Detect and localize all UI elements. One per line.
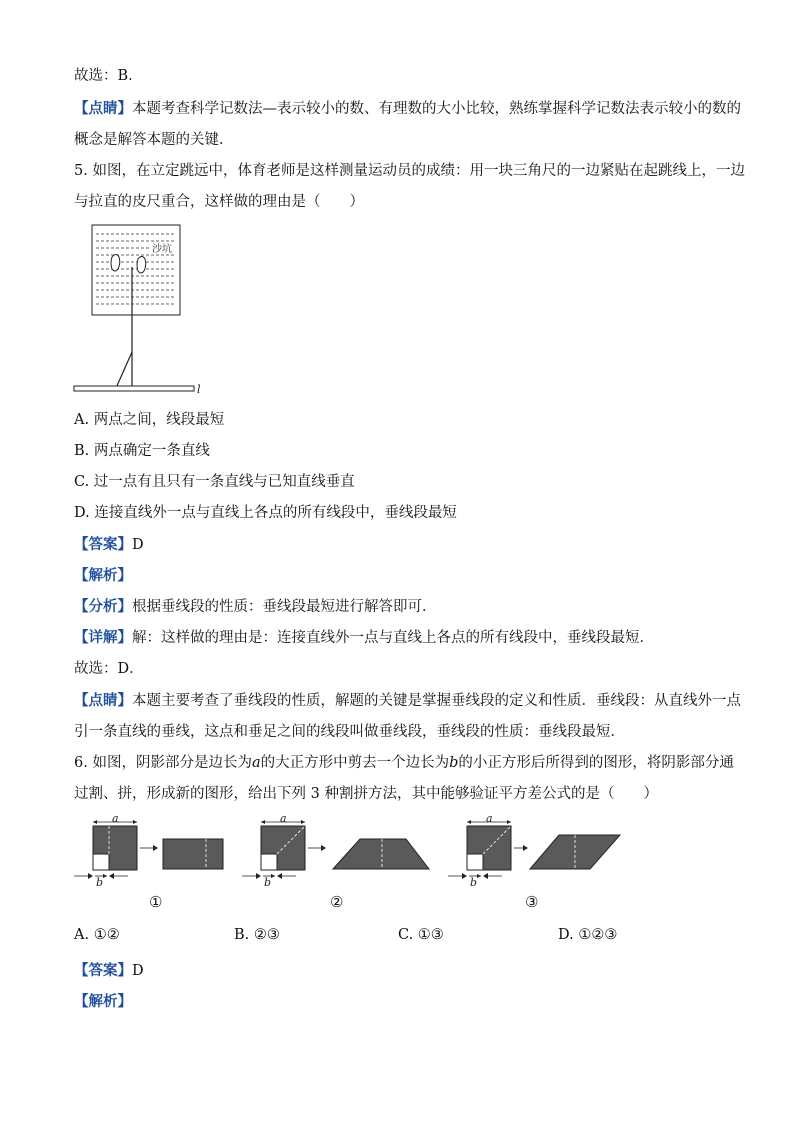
analysis-xiangjie [74, 628, 654, 648]
figure-label-1: ① [149, 893, 163, 911]
question-5-stem: 与拉直的皮尺重合，这样做的理由是（ ） [74, 194, 364, 210]
side-a-label: a [112, 812, 119, 825]
answer-tag: 【答案】 [74, 962, 132, 979]
sand-pit-label: 沙坑 [152, 244, 172, 255]
xiangjie-text: 解：这样做的理由是：连接直线外一点与直线上各点的所有线段中，垂线段最短． [132, 630, 654, 646]
option-a[interactable]: A. 两点之间，线段最短 [74, 412, 225, 428]
section-tag: 【点睛】 [74, 100, 132, 117]
analysis-fenxi [74, 597, 437, 617]
side-b-label: b [96, 876, 104, 889]
q6-option-b[interactable]: B. ②③ [234, 927, 280, 943]
analysis-dianjing-2: 引一条直线的垂线，这点和垂足之间的线段叫做垂线段，垂线段的性质：垂线段最短． [74, 724, 625, 740]
answer-value: D [132, 963, 144, 979]
dianjing-tag: 【点睛】 [74, 692, 132, 709]
question-6-stem: 过割、拼，形成新的图形，给出下列 3 种割拼方法，其中能够验证平方差公式的是（ ） [74, 786, 658, 802]
long-jump-figure [70, 222, 210, 397]
var-a: a [251, 755, 261, 771]
answer-line [74, 535, 144, 555]
option-c[interactable]: C. 过一点有且只有一条直线与已知直线垂直 [74, 474, 355, 490]
var-b: b [449, 755, 459, 771]
text-line: 概念是解答本题的关键． [74, 132, 234, 148]
dianjing-text: 本题考查科学记数法—表示较小的数、有理数的大小比较，熟练掌握科学记数法表示较小的数的 [132, 101, 741, 117]
answer-tag: 【答案】 [74, 536, 132, 553]
answer-value: D [132, 537, 144, 553]
xiangjie-tag: 【详解】 [74, 629, 132, 646]
q6-stem-part: 的小正方形后所得到的图形，将阴影部分通 [458, 755, 734, 771]
fenxi-tag: 【分析】 [74, 598, 132, 615]
cut-figure-3 [444, 812, 614, 892]
analysis-tag: 【解析】 [74, 993, 132, 1010]
q6-option-a[interactable]: A. ①② [74, 927, 120, 943]
side-a-label: a [486, 812, 493, 825]
fenxi-text: 根据垂线段的性质：垂线段最短进行解答即可． [132, 599, 437, 615]
q6-stem-part: 的大正方形中剪去一个边长为 [260, 755, 450, 771]
cut-figure-1 [70, 812, 230, 892]
side-b-label: b [470, 876, 478, 889]
analysis-tag: 【解析】 [74, 567, 132, 584]
text-line: 故选：B． [74, 68, 143, 84]
q6-stem-part: 6. 如图，阴影部分是边长为 [74, 755, 252, 771]
option-b[interactable]: B. 两点确定一条直线 [74, 443, 210, 459]
question-5-stem: 5. 如图，在立定跳远中，体育老师是这样测量运动员的成绩：用一块三角尺的一边紧贴在起跳线上，一边 [74, 163, 745, 179]
analysis-line [74, 566, 132, 586]
q6-option-c[interactable]: C. ①③ [398, 927, 444, 943]
side-a-label: a [280, 812, 287, 825]
figure-label-2: ② [330, 893, 344, 911]
q6-answer-line [74, 961, 144, 981]
q6-option-d[interactable]: D. ①②③ [558, 927, 618, 943]
text-line [74, 99, 741, 119]
line-l-label: l [197, 383, 201, 396]
analysis-guxuan: 故选：D． [74, 661, 144, 677]
cut-figure-2 [238, 812, 428, 892]
dianjing-text: 本题主要考查了垂线段的性质，解题的关键是掌握垂线段的定义和性质．垂线段：从直线外一点 [132, 693, 741, 709]
q6-analysis-line [74, 992, 132, 1012]
side-b-label: b [264, 876, 272, 889]
figure-label-3: ③ [525, 893, 539, 911]
analysis-dianjing [74, 691, 741, 711]
option-d[interactable]: D. 连接直线外一点与直线上各点的所有线段中，垂线段最短 [74, 505, 457, 521]
question-6-stem [74, 753, 734, 773]
